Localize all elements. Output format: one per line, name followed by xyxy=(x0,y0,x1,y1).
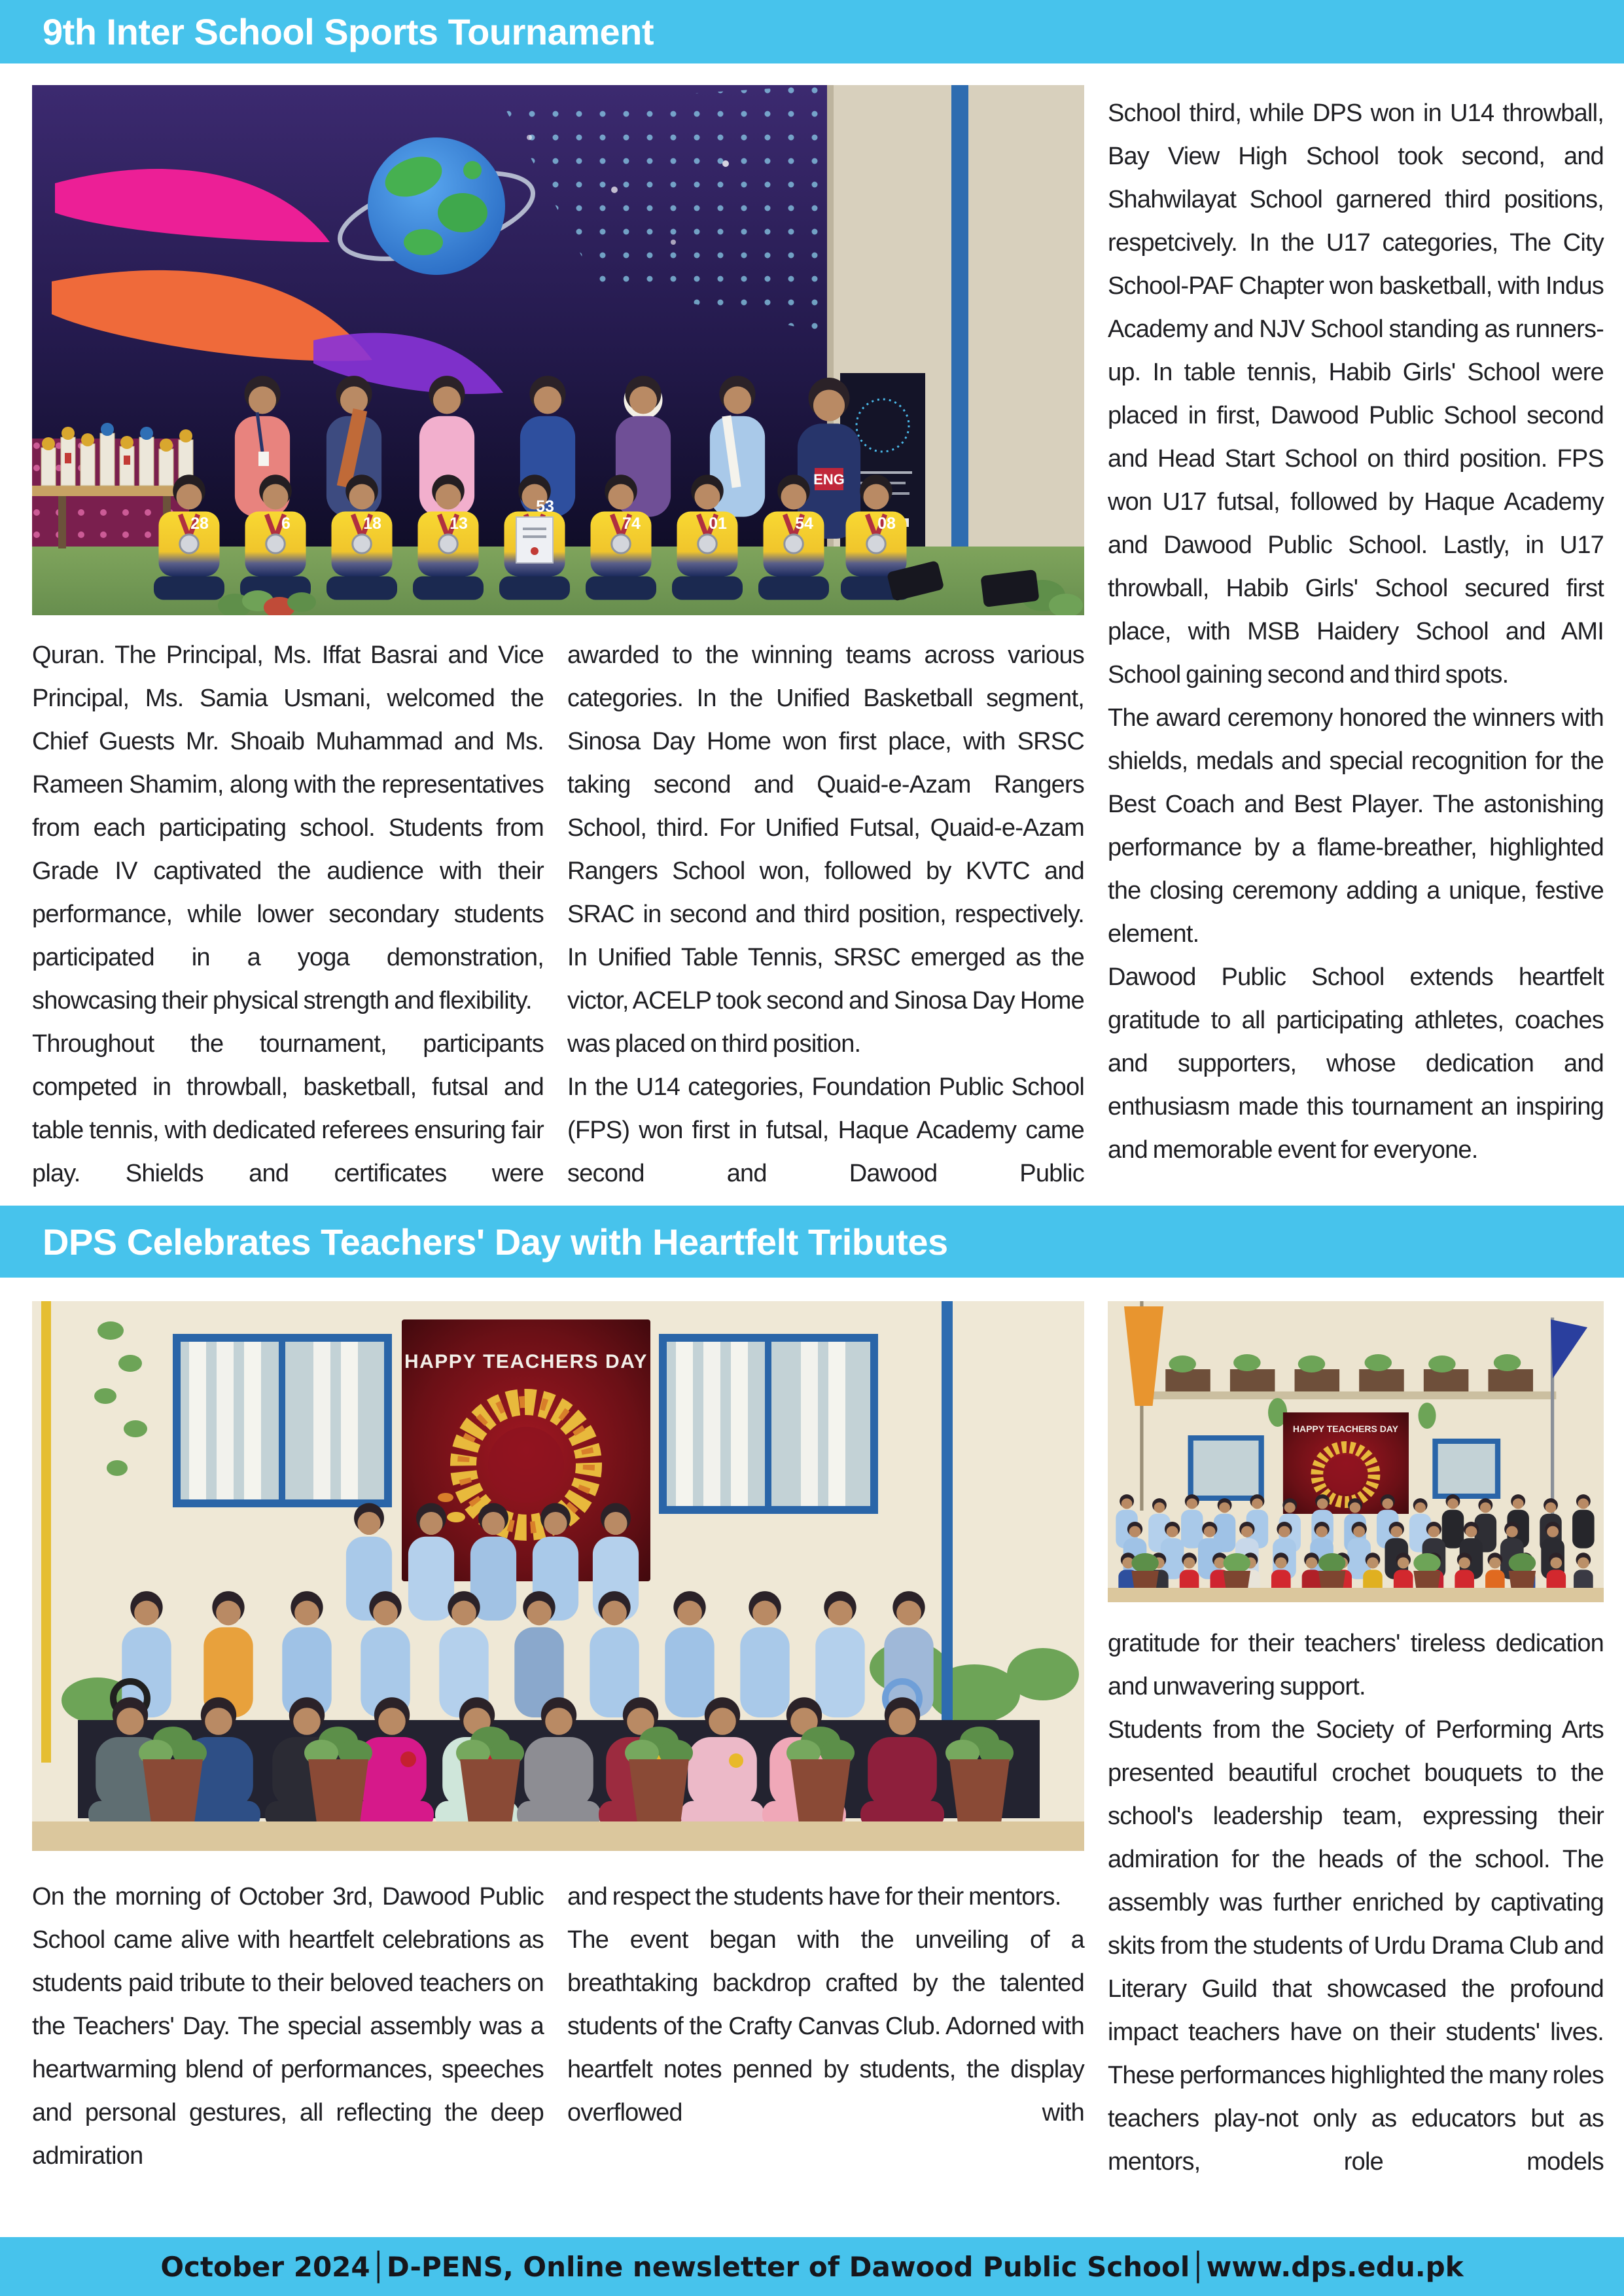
paragraph: On the morning of October 3rd, Dawood Public School came alive with heartfelt celebrations as students paid tribute to their beloved teachers on the Teachers' Day. The special assembly was a heartwarming blend of performances, speeches and personal gestures, all reflecting the deep admiration xyxy=(32,1883,544,2170)
window-right xyxy=(1432,1439,1500,1499)
paragraph: The event began with the unveiling of a breathtaking backdrop crafted by the talented students of the Crafty Canvas Club. Adorned with heartfelt notes penned by students, the display overflowed with xyxy=(567,1926,1084,2126)
section1 xyxy=(0,63,1624,1206)
yellow-pole xyxy=(41,1301,51,1763)
section2-right-column xyxy=(1108,1301,1604,2183)
window-left xyxy=(1188,1435,1264,1501)
section2 xyxy=(0,1278,1624,2199)
section2-column-3 xyxy=(1108,1622,1604,2183)
spacer xyxy=(0,2199,1624,2237)
svg-text:53: 53 xyxy=(536,497,554,516)
banner-title: HAPPY TEACHERS DAY xyxy=(404,1351,648,1372)
paragraph: Quran. The Principal, Ms. Iffat Basrai and Vice Principal, Ms. Samia Usmani, welcomed the Chief Guests Mr. Shoaib Muhammad and Ms. Rameen Shamim, along with the representatives from each participating school. Students from Grade IV captivated the audience with their performance, while lower secondary students participated in a yoga demonstration, showcasing their physical strength and flexibility. xyxy=(32,641,544,1014)
svg-text:18: 18 xyxy=(363,514,381,533)
blue-pole xyxy=(951,85,968,583)
section2-header-bar xyxy=(0,1206,1624,1278)
svg-text:54: 54 xyxy=(795,514,813,533)
eng-shirt-label: ENG xyxy=(813,471,845,488)
section1-column-1 xyxy=(32,634,544,1195)
section1-title: 9th Inter School Sports Tournament xyxy=(43,11,654,52)
section2-column-2 xyxy=(567,1875,1084,2183)
kneeling-players-row xyxy=(154,475,911,600)
paragraph: Students from the Society of Performing Arts presented beautiful crochet bouquets to the school's leadership team, expressing their admiration for the heads of the school. The assembly was further enriched by captivating skits from the students of Urdu Drama Club and Literary Guild that showcased the profound impact teachers have on their students' lives. These performances highlighted the many roles teachers play-not only as educators but as mentors, role models xyxy=(1108,1716,1604,2176)
paragraph: awarded to the winning teams across various categories. In the Unified Basketball segment, Sinosa Day Home won first place, with SRSC taking second and Quaid-e-Azam Rangers School, third. For Unified Futsal, Quaid-e-Azam Rangers School won, followed by KVTC and SRAC in second and third position, respectively. In Unified Table Tennis, SRSC emerged as the victor, ACELP took second and Sinosa Day Home was placed on third position. xyxy=(567,641,1084,1058)
sandy-ground xyxy=(32,1821,1084,1851)
paragraph: The award ceremony honored the winners with shields, medals and special recognition for the Best Coach and Best Player. The astonishing performance by a flame-breather, highlighted the closing ceremony adding a unique, festive element. xyxy=(1108,704,1604,948)
paragraph: In the U14 categories, Foundation Public School (FPS) won first in futsal, Haque Academy came second and Dawood Public xyxy=(567,1073,1084,1187)
banner-title: HAPPY TEACHERS DAY xyxy=(1292,1424,1398,1434)
svg-text:6: 6 xyxy=(281,514,291,533)
svg-text:13: 13 xyxy=(450,514,468,533)
sandy-ground xyxy=(1108,1588,1604,1602)
paragraph: and respect the students have for their mentors. xyxy=(567,1883,1061,1910)
teachers-day-photo-large xyxy=(32,1301,1084,1851)
teachers-day-photo-small xyxy=(1108,1301,1604,1602)
section2-column-1 xyxy=(32,1875,544,2183)
paragraph: gratitude for their teachers' tireless dedication and unwavering support. xyxy=(1108,1630,1604,1700)
section1-header-bar xyxy=(0,0,1624,63)
section1-column-2 xyxy=(567,634,1084,1195)
window-left xyxy=(173,1334,392,1507)
footer-text: October 2024│D-PENS, Online newsletter of Dawood Public School│www.dps.edu.pk xyxy=(160,2250,1464,2283)
window-right xyxy=(659,1334,878,1514)
svg-text:28: 28 xyxy=(190,514,209,533)
paragraph: Dawood Public School extends heartfelt gratitude to all participating athletes, coaches and supporters, whose dedication and enthusiasm made this tournament an inspiring and memorable event for everyone. xyxy=(1108,963,1604,1164)
section2-title: DPS Celebrates Teachers' Day with Heartfelt Tributes xyxy=(43,1221,948,1263)
sports-tournament-photo xyxy=(32,85,1084,615)
footer-bar xyxy=(0,2237,1624,2296)
svg-text:08: 08 xyxy=(877,514,896,533)
paragraph: Throughout the tournament, participants competed in throwball, basketball, futsal and table tennis, with dedicated referees ensuring fair play. Shields and certificates were xyxy=(32,1030,544,1187)
svg-text:01: 01 xyxy=(709,514,727,533)
svg-text:74: 74 xyxy=(622,514,641,533)
winner-plaque xyxy=(516,517,553,563)
section1-column-3 xyxy=(1108,85,1604,1195)
paragraph: School third, while DPS won in U14 throwball, Bay View High School took second, and Shahwilayat School garnered third positions, respetcively. In the U17 categories, The City School-PAF Chapter won basketball, with Indus Academy and NJV School standing as runners-up. In table tennis, Habib Girls' School were placed in first, Dawood Public School second and Head Start School on third position. FPS won U17 futsal, followed by Haque Academy and Dawood Public School. Lastly, in U17 throwball, Habib Girls' School secured first place, with MSB Haidery School and AMI School gaining second and third spots. xyxy=(1108,99,1604,689)
